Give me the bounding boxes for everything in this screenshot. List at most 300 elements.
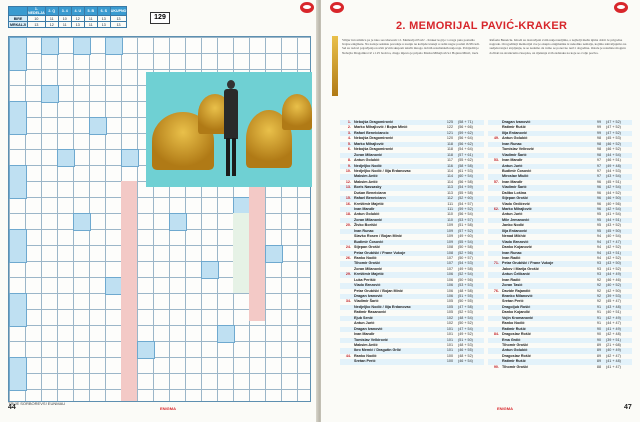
result-points: 109	[446, 228, 453, 233]
result-row	[340, 359, 484, 364]
farmer-figure	[224, 80, 238, 176]
clue-cell	[105, 37, 123, 55]
score-cell: 13	[71, 22, 84, 28]
result-points: 93	[596, 272, 601, 277]
result-score: (46 + 55)	[458, 348, 473, 353]
result-name: Luka Perišić	[354, 277, 376, 282]
result-points: 89	[596, 342, 601, 347]
result-score: (47 + 47)	[606, 239, 621, 244]
result-score: (49 + 58)	[458, 266, 473, 271]
result-score: (52 + 56)	[458, 250, 473, 255]
result-points: 114	[447, 168, 453, 173]
result-name: Živko Borišić	[354, 223, 378, 228]
result-rank: 4.	[347, 136, 351, 141]
result-score: (41 + 49)	[606, 326, 621, 331]
tinted-cells	[233, 213, 249, 293]
result-name: Slavko Rosen / Bojan Minić	[354, 234, 402, 239]
result-name: Petar Grubišić / Frane Vukoje	[354, 250, 406, 255]
result-name: Danko Kojanović	[502, 245, 532, 250]
score-cell: 11	[58, 22, 71, 28]
result-rank: 2.	[347, 125, 351, 130]
enigma-logo-icon	[614, 2, 628, 13]
result-name: Kreštimir Majetić	[354, 272, 384, 277]
result-name: Ilija Erdanović	[502, 228, 528, 233]
result-points: 106	[446, 272, 453, 277]
result-name: Marko Mihajlović	[354, 141, 384, 146]
result-score: (45 + 50)	[606, 228, 621, 233]
score-cell: 13	[97, 16, 110, 22]
clue-cell	[9, 357, 27, 391]
result-name: Maksim Antić	[354, 342, 378, 347]
result-name: Ivan Runac	[502, 141, 522, 146]
result-score: (40 + 54)	[606, 234, 621, 239]
result-score: (40 + 52)	[606, 283, 621, 288]
result-rank: 53.	[493, 158, 499, 163]
result-points: 98	[596, 152, 601, 157]
result-points: 122	[446, 125, 453, 130]
result-score: (48 + 54)	[458, 315, 473, 320]
result-points: 106	[446, 283, 453, 288]
result-rank: 62.	[493, 207, 499, 211]
score-row-label: BIRE	[9, 16, 28, 22]
result-score: (42 + 52)	[606, 255, 621, 260]
result-points: 97	[596, 163, 601, 168]
page-number: 44	[8, 404, 16, 411]
score-header-label	[9, 7, 28, 16]
result-points: 112	[447, 196, 453, 201]
score-table	[8, 6, 127, 28]
result-name: Tihomir Grošić	[502, 364, 529, 369]
score-header: 2. Q	[45, 7, 58, 16]
result-points: 95	[596, 212, 601, 217]
result-points: 94	[596, 250, 601, 255]
result-rank: 49.	[493, 136, 499, 141]
result-score: (55 + 58)	[458, 190, 473, 195]
result-rank: 71.	[493, 261, 499, 266]
result-score: (42 + 49)	[606, 315, 621, 320]
result-name: Dragan Ivanović	[502, 120, 531, 124]
score-cell: 13	[110, 16, 127, 22]
result-name: Janko Nodić	[502, 223, 524, 228]
result-name: Ivan Mandir	[502, 179, 523, 184]
result-rank: 13.	[345, 185, 351, 190]
result-points: 108	[446, 250, 453, 255]
result-name: Petar Grubišić / Frane Vukoje	[502, 261, 554, 266]
result-points: 96	[596, 196, 601, 201]
result-name: Budimir Ćosović	[502, 168, 532, 173]
result-name: Zoran Milanović	[354, 152, 383, 157]
result-score: (42 + 50)	[606, 288, 621, 293]
brand-mark: ENIGMA	[160, 406, 176, 411]
result-points: 96	[596, 185, 601, 190]
result-points: 118	[447, 152, 453, 157]
score-total: 129	[150, 12, 170, 24]
result-points: 108	[446, 245, 453, 250]
result-points: 93	[596, 261, 601, 266]
result-points: 107	[446, 261, 453, 266]
result-score: (45 + 51)	[606, 179, 621, 184]
result-rank: 1.	[347, 120, 351, 124]
result-name: Ivan Radić	[502, 277, 521, 282]
result-score: (47 + 52)	[606, 125, 621, 130]
result-score: (56 + 64)	[458, 136, 473, 141]
result-points: 92	[596, 288, 601, 293]
score-header: 5. B	[84, 7, 97, 16]
result-name: Vlado Brezović	[354, 283, 381, 288]
result-name: Vladimir Šarić	[502, 185, 527, 190]
result-score: (49 + 60)	[458, 234, 473, 239]
result-score: (50 + 55)	[458, 299, 473, 304]
result-score: (43 + 48)	[606, 304, 621, 309]
clue-cell	[9, 165, 27, 199]
result-points: 90	[596, 326, 601, 331]
clue-cell	[57, 149, 75, 167]
result-name: Ivan Runac	[354, 228, 374, 233]
result-name: Antun Golubić	[502, 136, 528, 141]
result-points: 99	[596, 125, 601, 130]
result-rank: 6.	[347, 147, 351, 152]
result-name: Zoran Milanović	[354, 266, 383, 271]
score-header: 6. S	[97, 7, 110, 16]
result-points: 109	[446, 239, 453, 244]
result-name: Tihomir Grošić	[354, 261, 381, 266]
result-score: (41 + 52)	[606, 266, 621, 271]
result-points: 95	[596, 217, 601, 222]
clue-cell	[217, 325, 235, 343]
clue-cell	[41, 37, 59, 55]
result-score: (46 + 46)	[606, 277, 621, 282]
result-points: 111	[447, 201, 453, 206]
result-name: Nedjeljko Nodić / Ilija Erdanovac	[354, 304, 411, 309]
result-points: 89	[596, 348, 601, 353]
result-name: Stjepan Grošić	[354, 245, 381, 250]
result-points: 109	[446, 223, 453, 228]
result-name: Ratimir Rušić	[502, 359, 526, 364]
result-rank: 76.	[493, 288, 499, 293]
result-score: (50 + 58)	[458, 245, 473, 250]
result-points: 91	[596, 310, 601, 315]
result-points: 92	[596, 294, 601, 298]
result-name: Tomislav Velkirović	[354, 337, 388, 342]
result-rank: 9.	[347, 163, 351, 168]
result-name: Dragoslav Rošić	[502, 332, 531, 337]
result-points: 98	[596, 147, 601, 152]
result-name: Ratimir Rasanović	[354, 310, 387, 315]
score-header: 1. NEDELJA	[28, 7, 45, 15]
result-score: (44 + 52)	[606, 190, 621, 195]
result-name: Ivan Radić	[502, 255, 521, 260]
result-points: 90	[596, 337, 601, 342]
result-points: 91	[596, 321, 601, 326]
result-name: Antun Golubić	[502, 348, 528, 353]
clue-cell	[9, 101, 27, 135]
result-points: 106	[446, 277, 453, 282]
result-name: Marko Mihajlović / Bojan Minić	[354, 125, 408, 130]
result-name: Dragoslav Rošić	[502, 353, 531, 358]
result-points: 94	[596, 255, 601, 260]
result-name: Vladimir Šarić	[502, 152, 527, 157]
result-points: 110	[447, 212, 453, 217]
result-points: 94	[596, 234, 601, 239]
result-score: (41 + 47)	[606, 364, 621, 369]
result-score: (40 + 56)	[606, 201, 621, 206]
result-points: 118	[447, 141, 453, 146]
result-name: Ratimir Rušić	[502, 326, 526, 331]
result-score: (58 + 71)	[458, 120, 473, 124]
results-column-left	[340, 120, 484, 365]
result-name: Ranko Nodić	[502, 321, 525, 326]
result-name: Zoran Milanović	[354, 217, 383, 222]
score-cell: 13	[28, 22, 46, 28]
score-header: 4. U	[71, 7, 84, 16]
left-page	[0, 0, 318, 422]
result-score: (42 + 47)	[606, 353, 621, 358]
result-score: (21 + 68)	[606, 342, 621, 347]
result-name: Boris Nassasky	[354, 185, 382, 190]
result-name: Antun Jurić	[502, 212, 523, 217]
result-score: (46 + 52)	[606, 141, 621, 146]
result-points: 101	[446, 332, 453, 337]
result-points: 113	[447, 190, 453, 195]
result-score: (45 + 53)	[606, 136, 621, 141]
result-points: 101	[446, 326, 453, 331]
clue-cell	[121, 149, 139, 167]
result-score: (52 + 60)	[458, 196, 473, 201]
result-score: (53 + 57)	[458, 217, 473, 222]
result-points: 105	[446, 304, 453, 309]
result-name: Ejub Senić	[354, 315, 373, 320]
clue-cell	[137, 341, 155, 359]
clue-cell	[73, 37, 91, 55]
result-rank: 16.	[345, 201, 351, 206]
crossword-grid[interactable]	[8, 36, 311, 402]
result-rank: 57.	[493, 179, 499, 184]
result-name: Dragoljub Rošić	[502, 304, 531, 309]
result-name: Dalibo Lošina	[502, 190, 527, 195]
result-points: 98	[596, 136, 601, 141]
result-rank: 8.	[347, 158, 351, 163]
result-name: Antun Golubić	[354, 158, 380, 163]
result-score: (56 + 66)	[458, 125, 473, 130]
result-score: (56 + 54)	[458, 212, 473, 217]
results-column-right	[488, 120, 632, 370]
result-name: Maksim Antić	[354, 179, 378, 184]
result-score: (46 + 51)	[606, 158, 621, 163]
result-rank: 5.	[347, 141, 351, 146]
result-rank: 34.	[345, 299, 351, 304]
result-score: (59 + 52)	[458, 207, 473, 211]
result-score: (50 + 52)	[458, 321, 473, 326]
result-points: 92	[596, 299, 601, 304]
result-name: Rafael Beneiciancic	[354, 130, 389, 135]
result-rank: 26.	[345, 255, 351, 260]
result-name: Antun Ćelikanić	[502, 272, 530, 277]
result-points: 101	[446, 342, 453, 347]
result-score: (43 + 52)	[606, 223, 621, 228]
result-score: (50 + 56)	[458, 277, 473, 282]
result-score: (48 + 58)	[458, 288, 473, 293]
result-points: 94	[596, 239, 601, 244]
clue-cell	[73, 213, 91, 231]
clue-cell	[41, 85, 59, 103]
result-name: Miroslav Miulić	[502, 174, 529, 179]
result-score: (44 + 47)	[606, 321, 621, 326]
result-score: (57 + 61)	[458, 152, 473, 157]
result-name: Maksim Antić	[354, 174, 378, 179]
result-name: Vladimir Šarić	[354, 299, 379, 304]
clue-cell	[9, 37, 27, 71]
haystack-farmer-photo	[146, 72, 312, 187]
result-name: Ivan Runac	[502, 250, 522, 255]
result-score: (43 + 51)	[606, 250, 621, 255]
result-name: Nebojša Dragomirović	[354, 120, 394, 124]
result-name: Ivan Mandir	[354, 332, 375, 337]
result-score: (58 + 58)	[458, 163, 473, 168]
result-score: (43 + 50)	[606, 261, 621, 266]
result-score: (51 + 50)	[458, 337, 473, 342]
result-name: Branko Milanović	[502, 294, 533, 298]
score-row-label: MRKALJI	[10, 22, 26, 27]
result-score: (51 + 55)	[458, 294, 473, 298]
result-points: 102	[446, 315, 453, 320]
result-rank: 18.	[345, 212, 351, 217]
result-name: Mile Jemanović	[502, 217, 530, 222]
result-points: 106	[446, 288, 453, 293]
result-points: 102	[446, 321, 453, 326]
result-name: Sretan Perić	[354, 359, 376, 364]
article-title: 2. MEMORIJAL PAVIĆ-KRAKER	[396, 20, 568, 32]
result-score: (56 + 62)	[458, 141, 473, 146]
score-header-total: UKUPNO	[110, 7, 127, 16]
result-score: (61 + 53)	[458, 168, 473, 173]
result-score: (39 + 53)	[606, 294, 621, 298]
result-name: Jakov i Marija Grošić	[502, 266, 539, 271]
result-name: Ema Grdić	[502, 337, 521, 342]
result-points: 95	[596, 228, 601, 233]
result-score: (41 + 48)	[606, 359, 621, 364]
haystack-strip-image	[332, 36, 338, 96]
shaded-column	[249, 181, 265, 321]
result-name: Ranko Nodić	[354, 255, 377, 260]
score-cell: 11	[45, 16, 58, 22]
result-name: Ikro Memić / Dragutin Grlić	[354, 348, 401, 353]
result-score: (51 + 58)	[458, 223, 473, 228]
result-points: 107	[446, 255, 453, 260]
result-score: (46 + 50)	[606, 196, 621, 201]
clue-cell	[169, 213, 187, 231]
result-points: 111	[447, 207, 453, 211]
result-points: 90	[596, 332, 601, 337]
result-score: (40 + 49)	[606, 348, 621, 353]
result-name: Nenad Mikhić	[502, 234, 526, 239]
result-points: 114	[447, 179, 453, 184]
score-cell: 12	[71, 16, 84, 22]
result-points: 95	[596, 223, 601, 228]
result-points: 99	[596, 130, 601, 135]
result-score: (42 + 54)	[606, 207, 621, 211]
result-score: (42 + 48)	[606, 332, 621, 337]
result-name: Ivan Mandir	[502, 158, 523, 163]
result-rank: 15.	[345, 196, 351, 201]
result-points: 101	[446, 337, 453, 342]
result-points: 116	[447, 163, 453, 168]
result-name: Dušan Beneiciann	[354, 190, 386, 195]
result-score: (39 + 51)	[606, 337, 621, 342]
result-score: (57 + 52)	[458, 228, 473, 233]
result-score: (52 + 53)	[458, 310, 473, 315]
result-score: (48 + 53)	[458, 342, 473, 347]
result-name: Nebojša Dragomirović	[354, 147, 394, 152]
result-score: (55 + 54)	[458, 239, 473, 244]
result-row	[488, 365, 632, 370]
result-points: 89	[596, 353, 601, 358]
result-name: Kreštimir Majetić	[354, 201, 384, 206]
result-points: 113	[447, 185, 453, 190]
result-score: (47 + 54)	[458, 326, 473, 331]
result-points: 91	[596, 315, 601, 320]
result-score: (47 + 52)	[606, 120, 621, 124]
result-score: (49 + 52)	[458, 332, 473, 337]
clue-cell	[201, 261, 219, 279]
result-rank: 44.	[345, 353, 351, 358]
clue-cell	[9, 229, 27, 263]
result-score: (54 + 64)	[458, 147, 473, 152]
result-points: 98	[596, 141, 601, 146]
result-score: (53 + 53)	[458, 283, 473, 288]
result-score: (47 + 58)	[458, 304, 473, 309]
shaded-column	[121, 181, 137, 401]
result-points: 92	[596, 283, 601, 288]
result-name: Budimir Ćosović	[354, 239, 384, 244]
result-name: Dragan Ivanović	[354, 326, 383, 331]
clue-cell	[265, 245, 283, 263]
result-points: 88	[596, 364, 601, 369]
result-points: 105	[446, 310, 453, 315]
clue-cell	[89, 117, 107, 135]
result-score: (41 + 54)	[606, 212, 621, 217]
result-points: 101	[446, 348, 453, 353]
result-name: Stjepan Grošić	[502, 196, 529, 201]
score-cell: 11	[84, 22, 97, 28]
result-rank: 24.	[345, 245, 351, 250]
result-points: 117	[447, 158, 453, 163]
result-points: 96	[596, 190, 601, 195]
result-score: (49 + 48)	[606, 163, 621, 168]
result-name: Sretan Perić	[502, 299, 524, 304]
result-name: Antun Golubić	[354, 212, 380, 217]
result-name: Petar Grubišić / Bojan Minić	[354, 288, 403, 293]
result-name: Vojin Kromanović	[502, 315, 534, 320]
result-score: (48 + 52)	[458, 353, 473, 358]
haystack-image	[282, 94, 312, 130]
result-points: 91	[596, 304, 601, 309]
score-cell: 10	[28, 16, 46, 22]
result-points: 114	[447, 174, 453, 179]
result-rank: 20.	[345, 223, 351, 228]
score-header: 3. 4	[58, 7, 71, 16]
score-cell: 10	[58, 16, 71, 22]
result-name: Ratimir Rušić	[502, 125, 526, 130]
result-points: 106	[446, 294, 453, 298]
result-name: Ilija Erdanović	[502, 130, 528, 135]
result-score: (60 + 54)	[458, 174, 473, 179]
enigma-logo-icon	[330, 2, 344, 13]
result-points: 125	[446, 120, 453, 124]
result-score: (47 + 52)	[606, 130, 621, 135]
result-rank: 90.	[493, 364, 499, 369]
result-rank: 3.	[347, 130, 351, 135]
result-score: (44 + 54)	[606, 152, 621, 157]
